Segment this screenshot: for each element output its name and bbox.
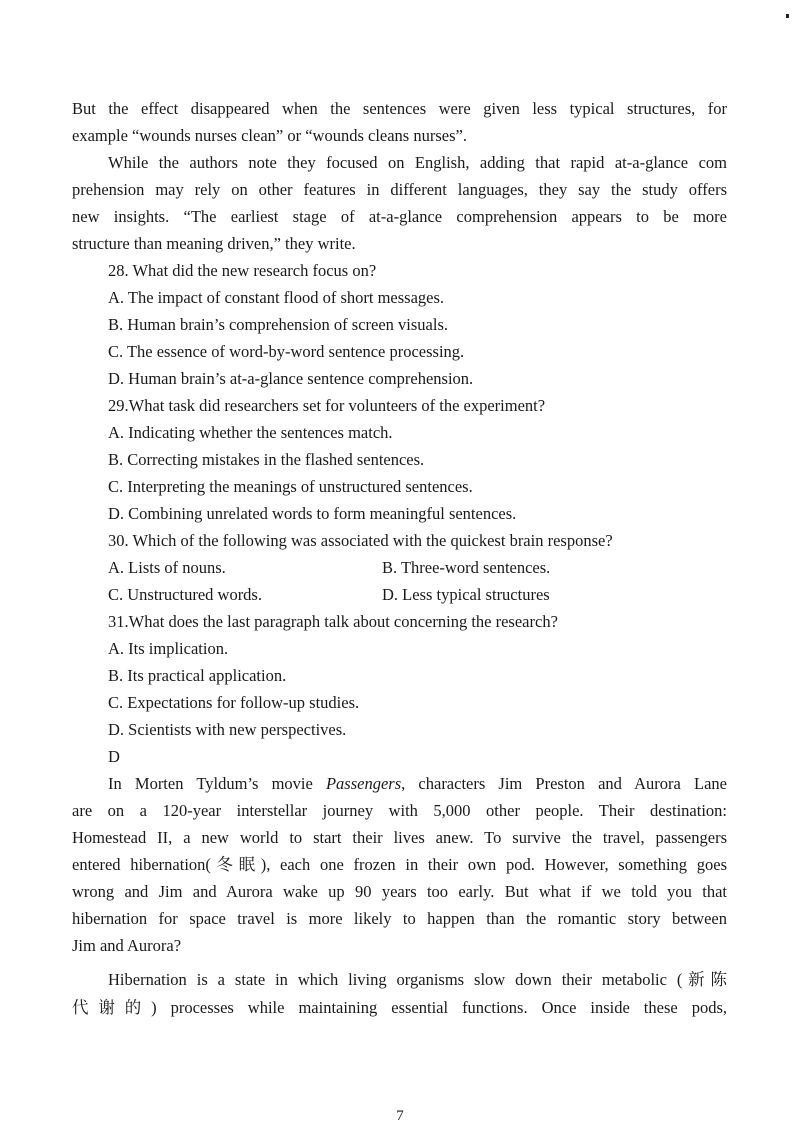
passage-d-line1-pre: In Morten Tyldum’s movie — [108, 774, 326, 793]
question-31-option-b: B. Its practical application. — [108, 666, 287, 685]
passage-d-para1-line7: Jim and Aurora? — [72, 936, 182, 955]
passage-d-para1-line5: wrong and Jim and Aurora wake up 90 years too early. But what if we told you that — [72, 882, 727, 901]
question-29-option-b: B. Correcting mistakes in the flashed sentences. — [108, 450, 425, 469]
corner-mark — [786, 14, 789, 18]
passage-c-para2-line1: While the authors note they focused on English, adding that rapid at-a-glance com — [108, 153, 727, 172]
passage-c-para2-line2: prehension may rely on other features in different languages, they say the study offers — [72, 180, 727, 199]
movie-title: Passengers — [325, 774, 402, 793]
page-number: 7 — [396, 1108, 404, 1124]
question-29-option-d: D. Combining unrelated words to form meaningful sentences. — [108, 504, 517, 523]
passage-c-para1-line1: But the effect disappeared when the sentences were given less typical structures, for — [72, 99, 727, 118]
question-31-option-c: C. Expectations for follow-up studies. — [108, 693, 360, 712]
question-31-option-a: A. Its implication. — [108, 639, 229, 658]
passage-d-para1-line4: entered hibernation(冬眠), each one frozen in their own pod. However, something goes — [72, 855, 727, 874]
question-31-stem: 31.What does the last paragraph talk about concerning the research? — [108, 612, 558, 631]
passage-d-para2-line2: 代谢的) processes while maintaining essential functions. Once inside these pods, — [72, 998, 727, 1017]
question-30-option-b: B. Three-word sentences. — [382, 558, 551, 577]
passage-c-para1-line2: example “wounds nurses clean” or “wounds cleans nurses”. — [72, 126, 467, 145]
question-28-option-c: C. The essence of word-by-word sentence processing. — [108, 342, 465, 361]
question-28-stem: 28. What did the new research focus on? — [108, 261, 377, 280]
question-28-option-b: B. Human brain’s comprehension of screen visuals. — [108, 315, 449, 334]
passage-d-para1-line2: are on a 120-year interstellar journey with 5,000 other people. Their destination: — [72, 801, 727, 820]
question-30-option-c: C. Unstructured words. — [108, 585, 262, 604]
question-29-option-c: C. Interpreting the meanings of unstructured sentences. — [108, 477, 473, 496]
passage-d-para1-line3: Homestead II, a new world to start their lives anew. To survive the travel, passengers — [72, 828, 727, 847]
question-30-option-d: D. Less typical structures — [382, 585, 550, 604]
passage-d-label: D — [108, 747, 120, 766]
question-29-option-a: A. Indicating whether the sentences match. — [108, 423, 393, 442]
passage-d-para1-line1 — [108, 774, 727, 794]
question-30-stem: 30. Which of the following was associated with the quickest brain response? — [108, 531, 613, 550]
question-28-option-a: A. The impact of constant flood of short messages. — [108, 288, 445, 307]
question-28-option-d: D. Human brain’s at-a-glance sentence comprehension. — [108, 369, 474, 388]
question-30-option-a: A. Lists of nouns. — [108, 558, 226, 577]
passage-d-para1-line6: hibernation for space travel is more likely to happen than the romantic story between — [72, 909, 727, 928]
passage-c-para2-line3: new insights. “The earliest stage of at-a-glance comprehension appears to be more — [72, 207, 727, 226]
passage-c-para2-line4: structure than meaning driven,” they write. — [72, 234, 356, 253]
question-31-option-d: D. Scientists with new perspectives. — [108, 720, 347, 739]
passage-d-para2-line1: Hibernation is a state in which living organisms slow down their metabolic (新陈 — [108, 970, 727, 989]
passage-d-line1-post: , characters Jim Preston and Aurora Lane — [401, 774, 727, 793]
question-29-stem: 29.What task did researchers set for volunteers of the experiment? — [108, 396, 546, 415]
